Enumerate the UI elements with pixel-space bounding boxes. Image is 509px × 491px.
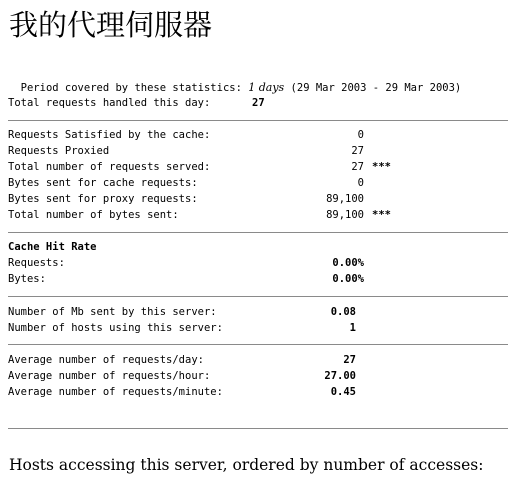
stat-label: Average number of requests/hour: [8,370,211,382]
stat-label: Requests: [8,257,65,269]
stat-value: 0.08 [330,306,356,318]
cache-hit-heading: Cache Hit Rate [8,241,97,253]
divider [8,344,508,345]
stat-value: 1 [349,322,356,334]
stat-value: 0.45 [330,386,356,398]
stat-value: 27 [343,354,356,366]
stat-label: Total number of requests served: [8,161,211,173]
stat-label: Bytes sent for cache requests: [8,177,198,189]
divider [8,232,508,233]
divider [8,120,508,121]
stat-value: 27 [351,161,364,173]
period-label: Period covered by these statistics: [20,82,242,94]
stat-label: Average number of requests/day: [8,354,204,366]
stat-value: 0 [357,129,364,141]
stat-label: Average number of requests/minute: [8,386,223,398]
hosts-heading: Hosts accessing this server, ordered by number of accesses: [9,456,484,474]
stat-value: 89,100 [326,209,364,221]
total-requests-label: Total requests handled this day: [8,97,211,109]
stat-value: 0.00% [332,273,364,285]
period-duration: 1 days [248,81,285,94]
stat-value: 0.00% [332,257,364,269]
stat-label: Number of Mb sent by this server: [8,306,217,318]
stat-label: Requests Satisfied by the cache: [8,129,211,141]
period-line [8,64,462,94]
divider [8,428,508,429]
stat-label: Bytes sent for proxy requests: [8,193,198,205]
stat-label: Number of hosts using this server: [8,322,223,334]
stat-value: 89,100 [326,193,364,205]
stat-label: Total number of bytes sent: [8,209,179,221]
stat-label: Requests Proxied [8,145,110,157]
stat-value: 27.00 [324,370,356,382]
total-requests-value: 27 [252,97,265,109]
period-range: (29 Mar 2003 - 29 Mar 2003) [290,82,462,94]
stat-value: 27 [351,145,364,157]
page-title: 我的代理伺服器 [9,8,213,42]
divider [8,296,508,297]
total-marker: *** [372,161,391,173]
stat-label: Bytes: [8,273,46,285]
stat-value: 0 [357,177,364,189]
total-marker: *** [372,209,391,221]
